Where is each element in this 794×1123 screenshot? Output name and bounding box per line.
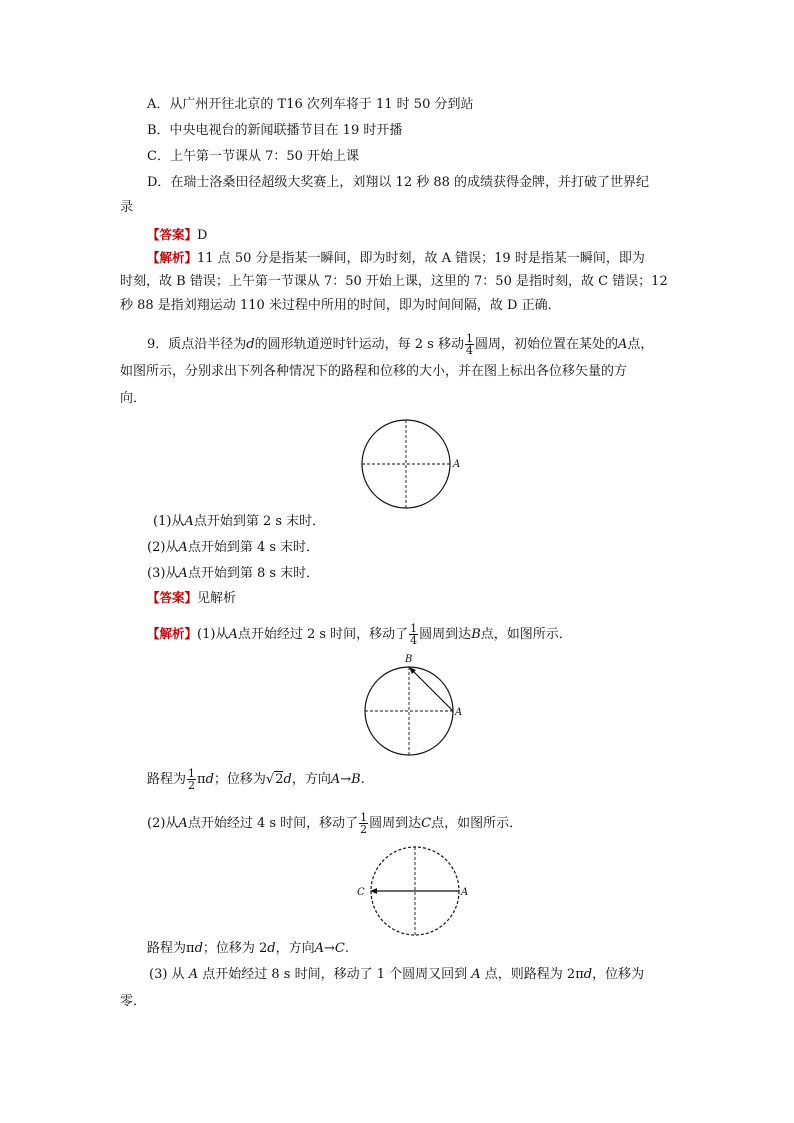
analysis-part-3-cont: 零． — [120, 994, 147, 1009]
point-a-label: A — [461, 887, 469, 898]
var-d: d — [246, 337, 255, 352]
sub-question-3: (3)从A点开始到第 8 s 末时． — [147, 566, 320, 581]
stem-text: 9．质点沿半径为 — [147, 337, 247, 352]
var-d: d — [583, 967, 593, 982]
var-C: C — [421, 816, 432, 831]
sub-question-1: (1)从A点开始到第 2 s 末时． — [153, 514, 326, 529]
option-a: A．从广州开往北京的 T16 次列车将于 11 时 50 分到站 — [147, 97, 474, 112]
point-a-label: A — [455, 707, 463, 718]
var-d: d — [205, 772, 214, 787]
direction-ab: A→B — [330, 772, 361, 787]
q9-stem — [147, 333, 653, 356]
var-d: d — [267, 941, 276, 956]
figure-circle-ab — [363, 653, 473, 757]
stem-text: 的圆形轨道逆时针运动，每 2 s 移动 — [254, 337, 464, 352]
var-d: d — [194, 941, 203, 956]
displacement-arrow-ab — [411, 669, 453, 711]
q8-analysis — [147, 249, 645, 268]
option-d: D．在瑞士洛桑田径超级大奖赛上，刘翔以 12 秒 88 的成绩获得金牌，并打破了世界纪 — [147, 175, 650, 190]
sqrt-sign: √ — [265, 772, 275, 787]
var-A: A — [228, 627, 238, 642]
answer-tag: 【答案】 — [147, 227, 198, 242]
fraction-quarter: $\frac{1}{4}$ — [465, 332, 473, 357]
fraction-half: $\frac{1}{2}$ — [360, 811, 368, 836]
figure-circle-a — [360, 418, 470, 510]
q8-analysis-line2: 时刻，故 B 错误；上午第一节课从 7：50 开始上课，这里的 7：50 是指时刻，故 C 错误；12 — [120, 274, 668, 289]
q9-answer — [147, 589, 236, 608]
direction-ac: A→C — [314, 941, 345, 956]
var-d: d — [283, 772, 292, 787]
var-A: A — [178, 566, 188, 581]
analysis-tag: 【解析】 — [147, 250, 198, 265]
q8-analysis-line3: 秒 88 是指刘翔运动 110 米过程中所用的时间，即为时间间隔，故 D 正确． — [120, 298, 561, 313]
option-d-cont: 录 — [120, 200, 134, 215]
analysis-tag: 【解析】 — [147, 626, 198, 641]
option-b: B．中央电视台的新闻联播节目在 19 时开播 — [147, 123, 403, 138]
stem-text: 点， — [627, 337, 654, 352]
var-A: A — [178, 816, 188, 831]
answer-value: D — [197, 228, 208, 243]
var-A: A — [188, 967, 199, 982]
option-c: C．上午第一节课从 7：50 开始上课 — [147, 149, 360, 164]
circle-track — [365, 667, 453, 755]
analysis-part-1: 【解析】(1)从A点开始经过 2 s 时间，移动了 $\frac{1}{4}$ 圆周到达B点，如图所示． — [147, 622, 572, 647]
q9-stem-line2: 如图所示，分别求出下列各种情况下的路程和位移的大小，并在图上标出各位移矢量的方 — [120, 364, 628, 379]
analysis-part-2: (2)从A点开始经过 4 s 时间，移动了 $\frac{1}{2}$ 圆周到达C点，如图所示． — [147, 811, 523, 836]
var-A: A — [184, 514, 194, 529]
var-B: B — [471, 627, 481, 642]
sub-question-2: (2)从A点开始到第 4 s 末时． — [147, 540, 320, 555]
fraction-half: $\frac{1}{2}$ — [188, 767, 196, 792]
q8-answer — [147, 226, 207, 245]
analysis-text: 11 点 50 分是指某一瞬间，即为时刻，故 A 错误；19 时是指某一瞬间，即为 — [197, 251, 645, 266]
point-c-label: C — [357, 887, 365, 898]
result-2: 路程为πd；位移为 2d，方向A→C. — [147, 941, 350, 956]
sqrt-radicand: 2 — [275, 772, 284, 787]
answer-tag: 【答案】 — [147, 590, 198, 605]
point-a-label: A — [453, 459, 461, 470]
var-A: A — [178, 540, 188, 555]
analysis-part-3: (3) 从 A 点开始经过 8 s 时间，移动了 1 个圆周又回到 A 点，则路程为 2πd，位移为 — [149, 967, 645, 982]
var-A: A — [617, 337, 628, 352]
circle-track — [362, 420, 450, 508]
fraction-quarter: $\frac{1}{4}$ — [410, 622, 418, 647]
result-1: 路程为 $\frac{1}{2}$ πd；位移为√2d，方向A→B. — [147, 767, 365, 792]
figure-circle-ac — [354, 845, 474, 937]
point-b-label: B — [405, 654, 413, 665]
var-A: A — [471, 967, 481, 982]
q9-stem-line3: 向． — [120, 391, 147, 406]
answer-value: 见解析 — [197, 591, 237, 606]
stem-text: 圆周，初始位置在某处的 — [474, 337, 618, 352]
